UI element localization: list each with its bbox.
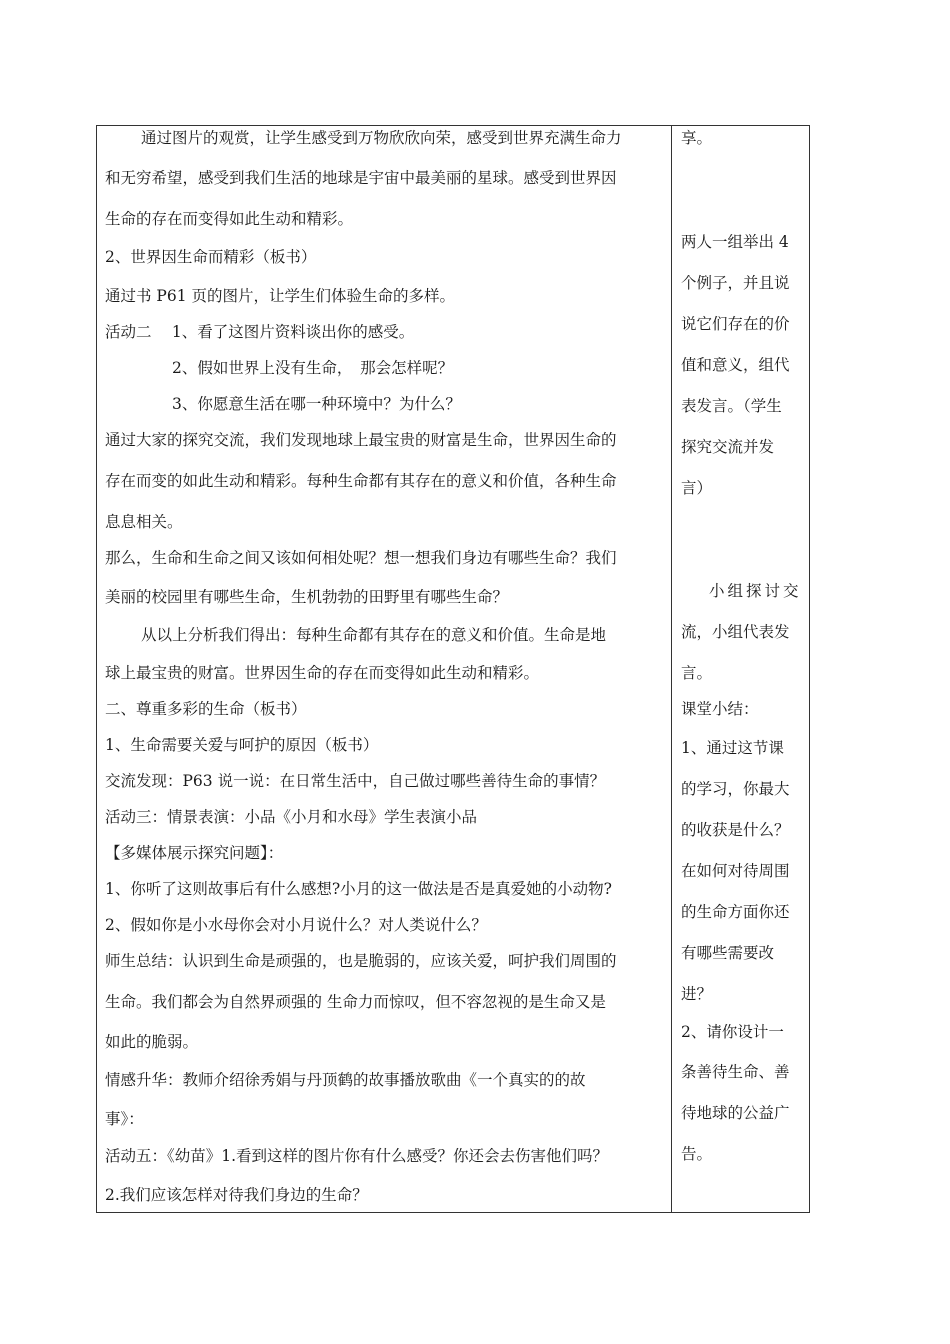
text-line: 如此的脆弱。 bbox=[105, 1033, 199, 1051]
text-line: 3、你愿意生活在哪一种环境中？为什么？ bbox=[172, 395, 461, 413]
text-line: 值和意义，组代 bbox=[681, 356, 790, 374]
text-line: 球上最宝贵的财富。世界因生命的存在而变得如此生动和精彩。 bbox=[105, 664, 540, 682]
text-line: 流，小组代表发 bbox=[681, 623, 790, 641]
text-line: 2、世界因生命而精彩（板书） bbox=[105, 248, 317, 266]
text-line: 通过图片的观赏，让学生感受到万物欣欣向荣，感受到世界充满生命力 bbox=[141, 129, 622, 147]
text-line: 两人一组举出 4 bbox=[681, 233, 789, 251]
column-divider bbox=[671, 126, 672, 1212]
text-line: 存在而变的如此生动和精彩。每种生命都有其存在的意义和价值，各种生命 bbox=[105, 472, 617, 490]
text-line: 通过书 P61 页的图片，让学生们体验生命的多样。 bbox=[105, 287, 456, 305]
text-line: 和无穷希望，感受到我们生活的地球是宇宙中最美丽的星球。感受到世界因 bbox=[105, 169, 617, 187]
text-line: 小组探讨交 bbox=[709, 582, 802, 600]
text-line: 1、生命需要关爱与呵护的原因（板书） bbox=[105, 736, 379, 754]
text-line: 有哪些需要改 bbox=[681, 944, 775, 962]
text-line: 2、请你设计一 bbox=[681, 1023, 784, 1041]
text-line: 从以上分析我们得出：每种生命都有其存在的意义和价值。生命是地 bbox=[141, 626, 607, 644]
text-line: 活动三：情景表演：小品《小月和水母》学生表演小品 bbox=[105, 808, 478, 826]
text-line: 待地球的公益广 bbox=[681, 1104, 790, 1122]
text-line: 师生总结：认识到生命是顽强的，也是脆弱的，应该关爱，呵护我们周围的 bbox=[105, 952, 617, 970]
text-line: 通过大家的探究交流，我们发现地球上最宝贵的财富是生命，世界因生命的 bbox=[105, 431, 617, 449]
text-line: 生命。我们都会为自然界顽强的 生命力而惊叹，但不容忽视的是生命又是 bbox=[105, 993, 606, 1011]
text-line: 二、尊重多彩的生命（板书） bbox=[105, 700, 307, 718]
text-line: 美丽的校园里有哪些生命，生机勃勃的田野里有哪些生命？ bbox=[105, 588, 509, 606]
text-line: 2.我们应该怎样对待我们身边的生命？ bbox=[105, 1186, 368, 1204]
text-line: 课堂小结： bbox=[681, 700, 759, 718]
text-line: 活动五：《幼苗》1.看到这样的图片你有什么感受？你还会去伤害他们吗？ bbox=[105, 1147, 609, 1165]
text-line: 那么，生命和生命之间又该如何相处呢？想一想我们身边有哪些生命？我们 bbox=[105, 549, 617, 567]
text-line: 生命的存在而变得如此生动和精彩。 bbox=[105, 210, 354, 228]
text-line: 1、你听了这则故事后有什么感想?小月的这一做法是否是真爱她的小动物? bbox=[105, 880, 612, 898]
text-line: 享。 bbox=[681, 129, 713, 147]
text-line: 2、假如世界上没有生命， 那会怎样呢？ bbox=[172, 359, 454, 377]
text-line: 事》： bbox=[105, 1110, 144, 1128]
text-line: 的学习，你最大 bbox=[681, 780, 790, 798]
text-line: 告。 bbox=[681, 1145, 713, 1163]
text-line: 个例子，并且说 bbox=[681, 274, 790, 292]
text-line: 1、通过这节课 bbox=[681, 739, 784, 757]
text-line: 言） bbox=[681, 479, 713, 497]
text-line: 2、假如你是小水母你会对小月说什么？对人类说什么？ bbox=[105, 916, 487, 934]
text-line: 活动二 1、看了这图片资料谈出你的感受。 bbox=[105, 323, 415, 341]
text-line: 探究交流并发 bbox=[681, 438, 775, 456]
text-line: 进？ bbox=[681, 985, 713, 1003]
text-line: 的生命方面你还 bbox=[681, 903, 790, 921]
text-line: 的收获是什么？ bbox=[681, 821, 790, 839]
text-line: 条善待生命、善 bbox=[681, 1063, 790, 1081]
text-line: 【多媒体展示探究问题】： bbox=[105, 844, 284, 862]
text-line: 说它们存在的价 bbox=[681, 315, 790, 333]
text-line: 表发言。（学生 bbox=[681, 397, 782, 415]
text-line: 在如何对待周围 bbox=[681, 862, 790, 880]
lesson-table bbox=[96, 125, 810, 1213]
text-line: 言。 bbox=[681, 664, 713, 682]
text-line: 情感升华：教师介绍徐秀娟与丹顶鹤的故事播放歌曲《一个真实的的故 bbox=[105, 1071, 586, 1089]
text-line: 交流发现：P63 说一说：在日常生活中，自己做过哪些善待生命的事情？ bbox=[105, 772, 606, 790]
text-line: 息息相关。 bbox=[105, 513, 183, 531]
